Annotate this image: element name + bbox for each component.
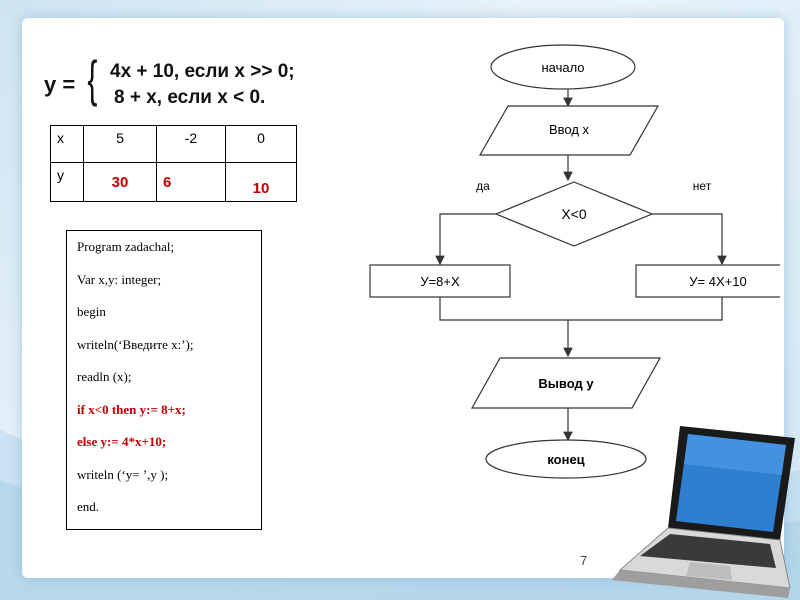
table-header-y: y xyxy=(51,163,84,202)
table-cell-x3: 0 xyxy=(226,126,297,163)
y-value-1: 30 xyxy=(111,173,129,191)
table-header-x: x xyxy=(51,126,84,163)
table-row-y xyxy=(51,163,297,202)
yes-action-label: У=8+Х xyxy=(420,274,460,289)
code-line: Var x,y: integer; xyxy=(77,271,162,287)
table-row-x xyxy=(51,126,297,163)
merge-line xyxy=(440,297,722,320)
code-line: readln (x); xyxy=(77,369,132,384)
arrow-decision-no xyxy=(652,214,722,264)
formula-brace: { xyxy=(87,51,98,107)
values-table xyxy=(50,125,297,202)
output-label: Вывод у xyxy=(538,376,594,391)
code-line: begin xyxy=(77,304,106,319)
code-line: writeln (‘y= ’,y ); xyxy=(77,466,169,482)
no-label: нет xyxy=(692,179,712,193)
y-value-2: 6 xyxy=(163,173,172,191)
start-label: начало xyxy=(541,60,585,75)
laptop-icon xyxy=(590,420,800,600)
table-cell-x1: 5 xyxy=(84,126,157,163)
table-cell-y3 xyxy=(226,163,297,202)
formula-case-positive: 4x + 10, если x >> 0; xyxy=(110,61,295,82)
input-label: Ввод х xyxy=(548,122,590,137)
code-line: end. xyxy=(77,499,100,514)
page-number: 7 xyxy=(580,553,588,568)
decision-label: X<0 xyxy=(561,206,587,222)
table-cell-x2: -2 xyxy=(157,126,226,163)
no-action-label: У= 4Х+10 xyxy=(689,274,747,289)
formula-lhs: y = xyxy=(44,72,76,97)
end-label: конец xyxy=(547,452,585,467)
formula-case-negative: 8 + x, если x < 0. xyxy=(114,87,266,108)
flowchart xyxy=(360,30,780,480)
table-cell-y1 xyxy=(84,163,157,202)
pascal-code-box xyxy=(66,230,262,530)
code-line-highlighted: if x<0 then y:= 8+x; xyxy=(77,401,186,417)
piecewise-formula xyxy=(44,51,314,114)
code-line-highlighted: else y:= 4*x+10; xyxy=(77,434,167,449)
arrow-decision-yes xyxy=(440,214,496,264)
code-line: writeln(‘Введите x:’); xyxy=(77,336,194,352)
y-value-3: 10 xyxy=(252,180,270,197)
yes-label: да xyxy=(476,179,490,193)
code-line: Program zadachal; xyxy=(77,239,175,254)
table-cell-y2 xyxy=(157,163,226,202)
